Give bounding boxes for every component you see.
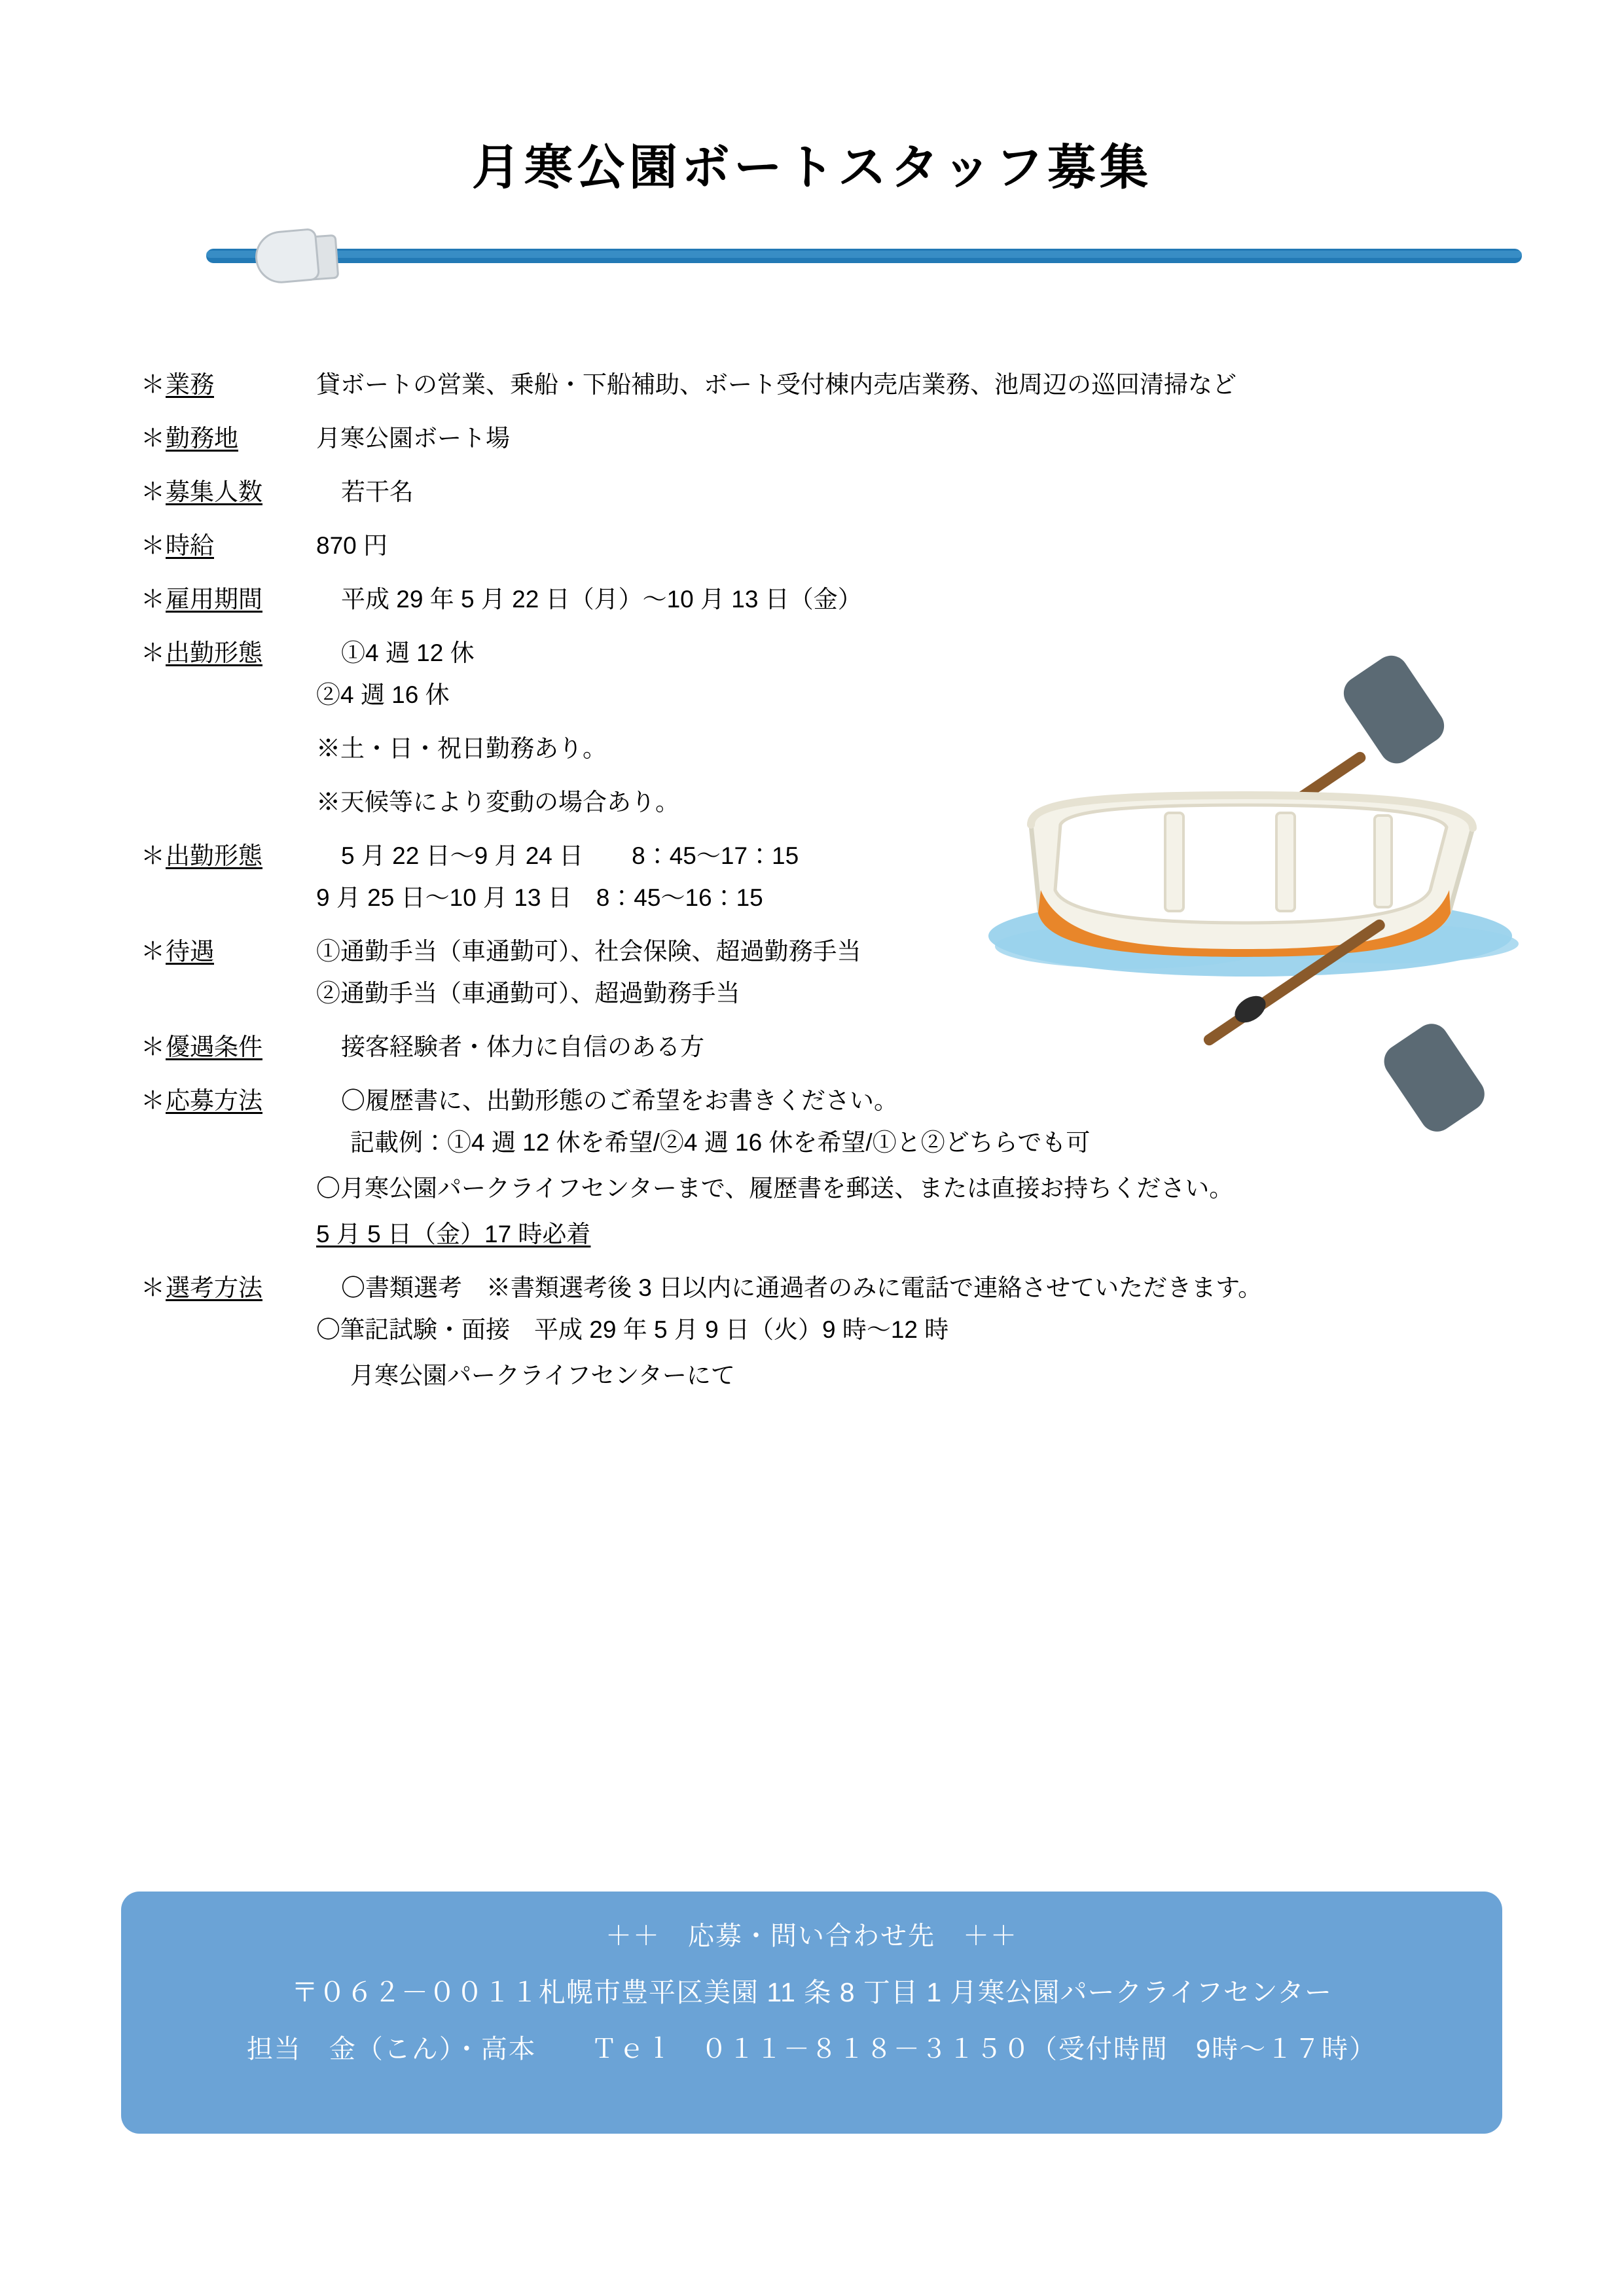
job-details-list [141, 367, 1528, 1411]
page-title-text: 月寒公園ボートスタッフ募集 [471, 140, 1153, 194]
benefits-line-2: ②通勤手当（車通勤可）、超過勤務手当 [316, 980, 740, 1007]
attendance-note-1: ※土・日・祝日勤務あり。 [316, 735, 607, 762]
detail-label: 勤務地 [166, 425, 238, 452]
detail-value: 若干名 [341, 478, 414, 505]
detail-value: ①通勤手当（車通勤可）、社会保険、超過勤務手当 [316, 938, 861, 965]
contact-heading: ＋＋ 応募・問い合わせ先 ＋＋ [605, 1922, 1018, 1950]
detail-row-attendance [141, 635, 1528, 672]
detail-row-preferred [141, 1029, 1528, 1066]
attendance-note-2: ※天候等により変動の場合あり。 [316, 789, 679, 816]
detail-label: 待遇 [166, 938, 214, 965]
detail-value: 〇書類選考 ※書類選考後 3 日以内に通過者のみに電話で連絡させていただきます。 [341, 1274, 1263, 1301]
detail-label: 出勤形態 [166, 842, 262, 869]
bullet-marker: ＊ [141, 639, 165, 666]
detail-label: 優遇条件 [166, 1033, 262, 1060]
detail-label: 募集人数 [166, 478, 262, 505]
bullet-marker: ＊ [141, 1033, 165, 1060]
detail-row-duties [141, 367, 1528, 403]
detail-value: 平成 29 年 5 月 22 日（月）〜10 月 13 日（金） [341, 586, 862, 613]
detail-label: 業務 [166, 371, 214, 398]
bullet-marker: ＊ [141, 425, 165, 452]
apply-deadline-line [316, 1216, 1528, 1253]
detail-label: 選考方法 [166, 1274, 262, 1301]
bullet-marker: ＊ [141, 532, 165, 559]
detail-row-wage [141, 528, 1528, 564]
detail-value: 貸ボートの営業、乗船・下船補助、ボート受付棟内売店業務、池周辺の巡回清掃など [316, 371, 1236, 398]
bullet-marker: ＊ [141, 586, 165, 613]
selection-line-2: 〇筆記試験・面接 平成 29 年 5 月 9 日（火）9 時〜12 時 [316, 1316, 949, 1343]
contact-phone: 担当 金（こん）・高本 Ｔｅｌ ０１１－８１８－３１５０（受付時間 9時〜１７時） [246, 2035, 1377, 2064]
detail-row-period [141, 581, 1528, 618]
detail-row-benefits [141, 933, 1528, 970]
detail-label: 出勤形態 [166, 639, 262, 666]
bullet-marker: ＊ [141, 478, 165, 505]
bullet-marker: ＊ [141, 1087, 165, 1114]
detail-row-selection [141, 1270, 1528, 1306]
apply-submit-line: 〇月寒公園パークライフセンターまで、履歴書を郵送、または直接お持ちください。 [316, 1175, 1234, 1202]
brush-stroke [206, 249, 1522, 263]
bullet-marker: ＊ [141, 1274, 165, 1301]
detail-label: 応募方法 [166, 1087, 262, 1114]
detail-row-location [141, 420, 1528, 457]
selection-line-3: 月寒公園パークライフセンターにて [350, 1362, 735, 1389]
contact-box [121, 1892, 1502, 2134]
detail-row-openings [141, 474, 1528, 511]
detail-value: 5 月 22 日〜9 月 24 日 8：45〜17：15 [341, 842, 799, 869]
detail-value: 接客経験者・体力に自信のある方 [341, 1033, 704, 1060]
hours-line-2: 9 月 25 日〜10 月 13 日 8：45〜16：15 [316, 884, 763, 911]
apply-example-line: 記載例：①4 週 12 休を希望/②4 週 16 休を希望/①と②どちらでも可 [350, 1129, 1091, 1156]
detail-value: 870 円 [316, 532, 388, 559]
attendance-line-2: ②4 週 16 休 [316, 681, 450, 708]
detail-label: 時給 [166, 532, 214, 559]
detail-row-apply [141, 1083, 1528, 1119]
bullet-marker: ＊ [141, 938, 165, 965]
bullet-marker: ＊ [141, 842, 165, 869]
detail-value: ①4 週 12 休 [341, 639, 475, 666]
contact-address: 〒０６２－００１１札幌市豊平区美園 11 条 8 丁目 1 月寒公園パークライフセンター [291, 1977, 1332, 2007]
apply-deadline-text: 5 月 5 日（金）17 時必着 [316, 1221, 591, 1247]
brush-underline-decoration [128, 216, 1502, 288]
detail-value: 月寒公園ボート場 [316, 425, 510, 452]
paint-tube-cap [253, 228, 321, 285]
bullet-marker: ＊ [141, 371, 165, 398]
detail-label: 雇用期間 [166, 586, 262, 613]
detail-value: 〇履歴書に、出勤形態のご希望をお書きください。 [341, 1087, 898, 1114]
detail-row-hours [141, 838, 1528, 874]
page-title [0, 141, 1624, 194]
